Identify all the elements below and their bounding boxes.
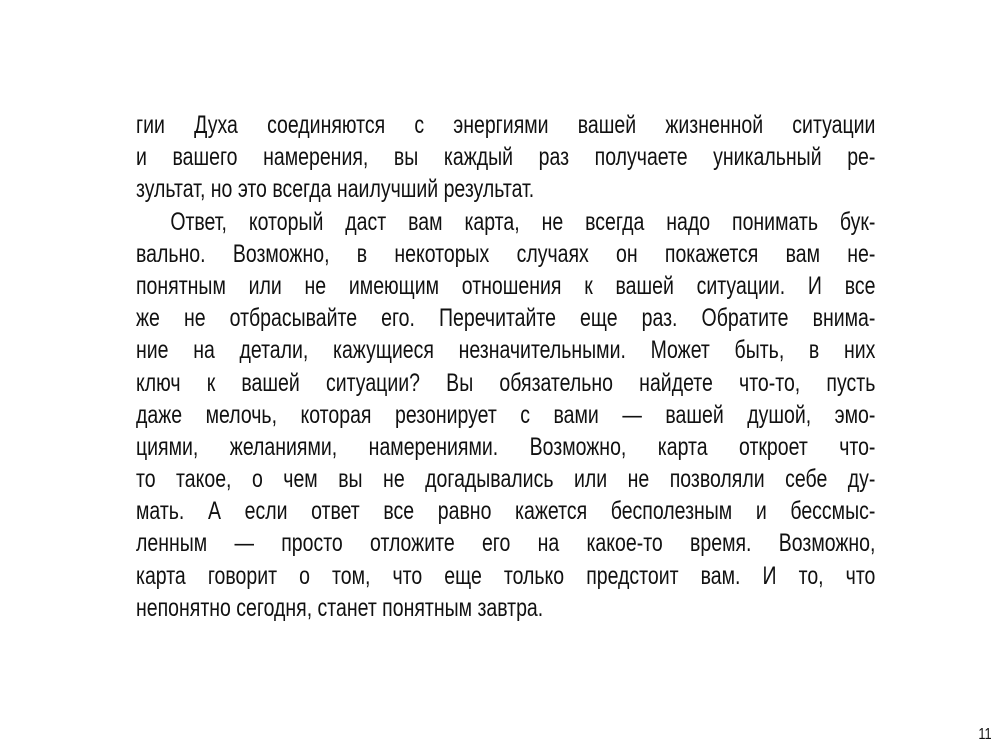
text-line: понятным или не имеющим отношения к вашей ситуации. И все [136,271,876,300]
text-line: ключ к вашей ситуации? Вы обязательно найдете что-то, пусть [136,368,876,397]
text-line: зультат, но это всегда наилучший результат. [136,175,535,204]
text-line: даже мелочь, которая резонирует с вами — вашей душой, эмо- [136,400,876,429]
text-line: то такое, о чем вы не догадывались или не позволяли себе ду- [136,465,876,494]
text-line: и вашего намерения, вы каждый раз получаете уникальный ре- [136,143,876,172]
text-line: ленным — просто отложите его на какое-то время. Возможно, [136,529,876,558]
page-number: 11 [978,726,992,743]
text-line: мать. А если ответ все равно кажется бесполезным и бессмыс- [136,497,876,526]
text-line: гии Духа соединяются с энергиями вашей жизненной ситуации [136,111,876,139]
text-line: вально. Возможно, в некоторых случаях он покажется вам не- [136,239,876,268]
text-line: непонятно сегодня, станет понятным завтра. [136,593,544,622]
text-line: же не отбрасывайте его. Перечитайте еще раз. Обратите внима- [136,304,876,333]
text-line: циями, желаниями, намерениями. Возможно, карта откроет что- [136,432,876,461]
body-text [136,109,876,624]
text-line: карта говорит о том, что еще только предстоит вам. И то, что [136,561,876,590]
text-line: Ответ, который даст вам карта, не всегда надо понимать бук- [170,207,876,236]
text-line: ние на детали, кажущиеся незначительными. Может быть, в них [136,336,876,365]
